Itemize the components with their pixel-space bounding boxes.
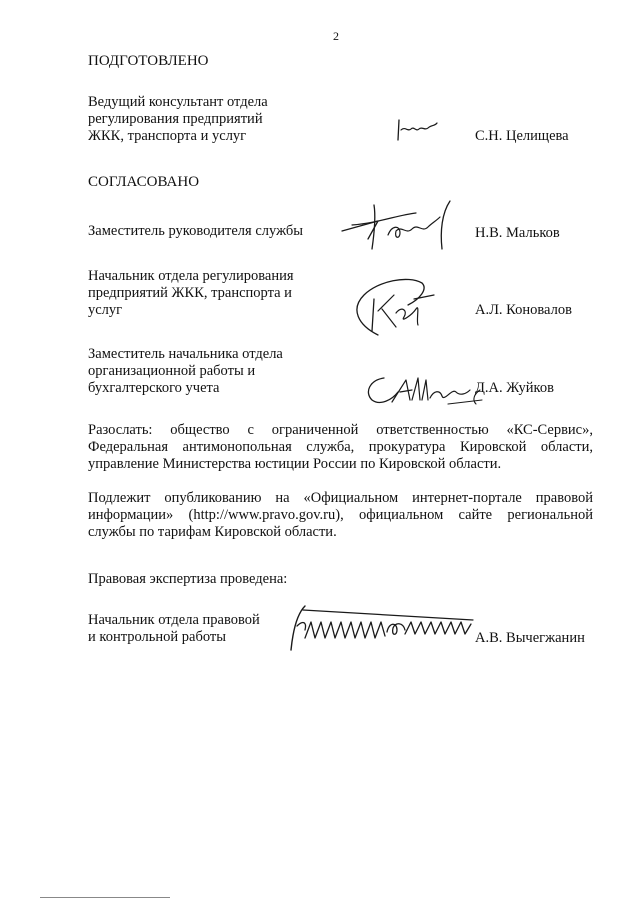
signer-3-position-line: Заместитель начальника отдела [88, 346, 283, 362]
signer-2-position-line: предприятий ЖКК, транспорта и [88, 285, 292, 301]
prepared-position-line: регулирования предприятий [88, 111, 263, 127]
page-number: 2 [333, 29, 339, 43]
signature-malkov [338, 195, 468, 255]
prepared-name: С.Н. Целищева [475, 128, 569, 144]
signature-konovalov [348, 265, 438, 340]
signer-3-name: Д.А. Жуйков [475, 380, 554, 396]
signature-tselishcheva [395, 116, 440, 142]
signer-3-position [88, 346, 283, 397]
agreed-header: СОГЛАСОВАНО [88, 174, 200, 190]
signer-2-position [88, 268, 294, 319]
legal-review-position-line: Начальник отдела правовой [88, 612, 260, 628]
publication-line: службы по тарифам Кировской области. [88, 524, 337, 540]
publication-line: информации» (http://www.pravo.gov.ru), официальном сайте региональной [88, 507, 593, 523]
prepared-header: ПОДГОТОВЛЕНО [88, 53, 209, 69]
distribution-line: Разослать: общество с ограниченной ответственностью «КС-Сервис», [88, 422, 593, 438]
signer-2-position-line: Начальник отдела регулирования [88, 268, 294, 284]
signer-3-position-line: организационной работы и [88, 363, 256, 379]
prepared-position-line: ЖКК, транспорта и услуг [88, 128, 247, 144]
signer-1-position: Заместитель руководителя службы [88, 223, 304, 239]
legal-review-statement: Правовая экспертиза проведена: [88, 571, 288, 587]
footer-rule [40, 897, 170, 898]
signer-1-name: Н.В. Мальков [475, 225, 560, 241]
distribution-line: управление Министерства юстиции России по Кировской области. [88, 456, 502, 472]
prepared-position-line: Ведущий консультант отдела [88, 94, 268, 110]
distribution-line: Федеральная антимонопольная служба, прокуратура Кировской области, [88, 439, 593, 455]
prepared-position [88, 94, 268, 145]
signer-3-position-line: бухгалтерского учета [88, 380, 220, 396]
publication-paragraph [88, 490, 593, 541]
legal-review-position-line: и контрольной работы [88, 629, 226, 645]
legal-review-position [88, 612, 260, 646]
signature-vychegzhanin [283, 600, 478, 655]
legal-review-name: А.В. Вычегжанин [475, 630, 585, 646]
signer-2-position-line: услуг [88, 302, 123, 318]
signature-zhuikov [362, 370, 487, 410]
distribution-paragraph [88, 422, 593, 473]
publication-line: Подлежит опубликованию на «Официальном интернет-портале правовой [88, 490, 593, 506]
signer-2-name: А.Л. Коновалов [475, 302, 572, 318]
